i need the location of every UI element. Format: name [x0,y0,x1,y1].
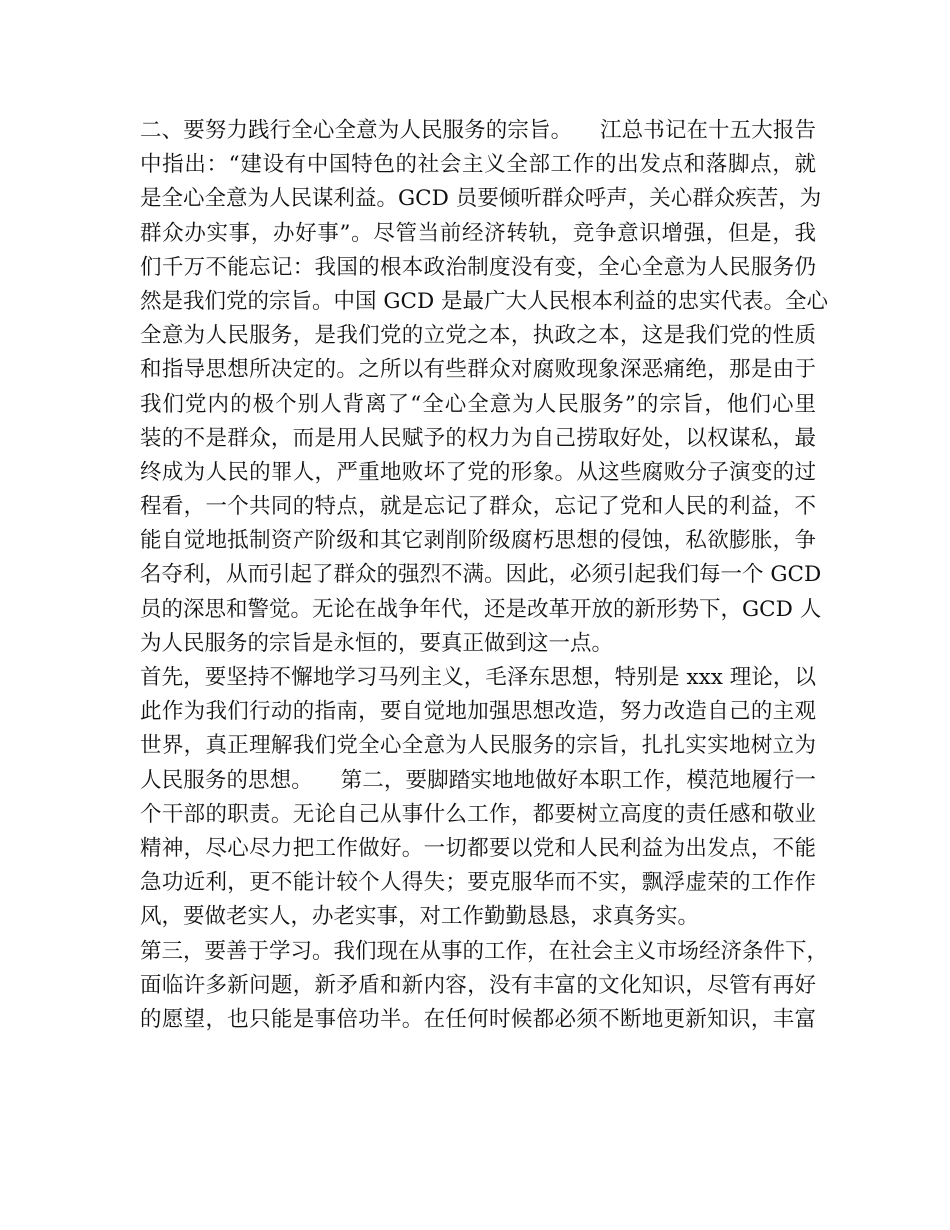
text-line: 急功近利，更不能计较个人得失；要克服华而不实，飘浮虚荣的工作作 [140,870,816,896]
text-line: 首先，要坚持不懈地学习马列主义，毛泽东思想，特别是 xxx 理论，以 [140,665,816,690]
text-line: 的愿望，也只能是事倍功半。在任何时候都必须不断地更新知识，丰富 [140,1006,816,1032]
text-line: 此作为我们行动的指南，要自觉地加强思想改造，努力改造自己的主观 [140,699,816,725]
text-line: 世界，真正理解我们党全心全意为人民服务的宗旨，扎扎实实地树立为 [140,733,816,759]
text-line: 精神，尽心尽力把工作做好。一切都要以党和人民利益为出发点，不能 [140,835,816,861]
text-line: 第三，要善于学习。我们现在从事的工作，在社会主义市场经济条件下， [140,938,829,964]
text-line: 程看，一个共同的特点，就是忘记了群众，忘记了党和人民的利益，不 [140,494,816,520]
text-line: 然是我们党的宗旨。中国 GCD 是最广大人民根本利益的忠实代表。全心 [140,288,829,314]
text-line: 中指出：“建设有中国特色的社会主义全部工作的出发点和落脚点，就 [140,152,816,178]
document-body [140,114,829,1037]
text-line: 名夺利，从而引起了群众的强烈不满。因此，必须引起我们每一个 GCD [140,562,822,588]
text-line: 装的不是群众，而是用人民赋予的权力为自己捞取好处，以权谋私，最 [140,425,816,451]
text-line: 人民服务的思想。 第二，要脚踏实地地做好本职工作，模范地履行一 [140,767,816,793]
text-line: 们千万不能忘记：我国的根本政治制度没有变，全心全意为人民服务仍 [140,254,816,280]
text-line: 二、要努力践行全心全意为人民服务的宗旨。 江总书记在十五大报告 [140,118,816,143]
text-line: 是全心全意为人民谋利益。GCD 员要倾听群众呼声，关心群众疾苦，为 [140,186,822,212]
text-line: 个干部的职责。无论自己从事什么工作，都要树立高度的责任感和敬业 [140,801,816,827]
text-line: 终成为人民的罪人，严重地败坏了党的形象。从这些腐败分子演变的过 [140,459,816,485]
text-line: 和指导思想所决定的。之所以有些群众对腐败现象深恶痛绝，那是由于 [140,357,816,383]
text-line: 面临许多新问题，新矛盾和新内容，没有丰富的文化知识，尽管有再好 [140,972,816,998]
text-line: 我们党内的极个别人背离了“全心全意为人民服务”的宗旨，他们心里 [140,391,816,417]
text-line: 群众办实事，办好事”。尽管当前经济转轨，竞争意识增强，但是，我 [140,220,816,246]
text-line: 员的深思和警觉。无论在战争年代，还是改革开放的新形势下，GCD 人 [140,596,822,622]
text-line: 风，要做老实人，办老实事，对工作勤勤恳恳，求真务实。 [140,904,700,930]
text-line: 为人民服务的宗旨是永恒的，要真正做到这一点。 [140,630,614,656]
text-line: 全意为人民服务，是我们党的立党之本，执政之本，这是我们党的性质 [140,323,816,349]
text-line: 能自觉地抵制资产阶级和其它剥削阶级腐朽思想的侵蚀，私欲膨胀，争 [140,528,816,554]
